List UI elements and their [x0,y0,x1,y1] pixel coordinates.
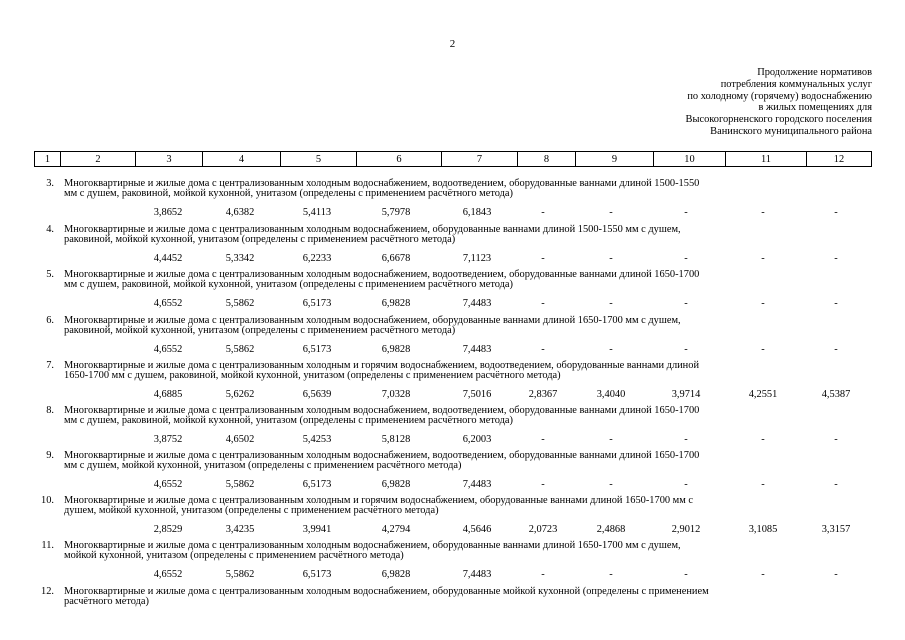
header-cell: 10 [654,152,726,167]
value-cell: 7,5016 [462,389,492,400]
value-cell: - [609,479,613,490]
value-cell: 5,3342 [225,253,255,264]
value-cell: 6,5173 [302,344,332,355]
row-text-line: Многоквартирные и жилые дома с централизованным холодным и горячим водоснабжением, оборудованные ваннами длиной 1650-1700 мм с [64,495,694,506]
value-cell: 2,8529 [153,524,183,535]
value-cell: 6,1843 [462,207,492,218]
value-cell: - [684,569,688,580]
value-cell: - [684,434,688,445]
row-number: 7. [46,360,54,371]
row-text-line: мм с душем, мойкой кухонной, унитазом (определены с применением расчётного метода) [64,460,462,472]
row-text-line: Многоквартирные и жилые дома с централизованным холодным и горячим водоснабжением, водоотведением, оборудованные ваннами длиной [64,360,700,371]
row-number: 5. [46,269,54,280]
value-cell: - [684,298,688,309]
row-values [34,253,871,265]
row-text [64,316,871,337]
value-cell: - [684,344,688,355]
value-cell: 2,9012 [671,524,701,535]
row-text-line: мм с душем, раковиной, мойкой кухонной, унитазом (определены с применением расчётного метода) [64,415,514,427]
value-cell: - [761,253,765,264]
header-cell: 4 [203,152,281,167]
row-text [64,361,871,382]
value-cell: 4,6502 [225,434,255,445]
value-cell: - [541,298,545,309]
row-text-line: раковиной, мойкой кухонной, унитазом (определены с применением расчётного метода) [64,325,456,337]
row-number: 6. [46,315,54,326]
row-number: 4. [46,224,54,235]
row-text [64,451,871,472]
value-cell: 6,5173 [302,479,332,490]
value-cell: - [541,479,545,490]
value-cell: - [761,207,765,218]
row-values [34,344,871,356]
value-cell: - [609,569,613,580]
header-cell: 5 [281,152,357,167]
value-cell: 6,5173 [302,298,332,309]
value-cell: 5,5862 [225,569,255,580]
row-values [34,434,871,446]
value-cell: - [541,344,545,355]
value-cell: 5,5862 [225,479,255,490]
value-cell: 7,4483 [462,479,492,490]
row-text [64,406,871,427]
header-cell: 9 [576,152,654,167]
row-text [64,179,871,200]
header-cell: 1 [35,152,61,167]
value-cell: 6,5639 [302,389,332,400]
value-cell: 5,7978 [381,207,411,218]
value-cell: 4,5646 [462,524,492,535]
value-cell: 4,5387 [821,389,851,400]
header-cell: 8 [518,152,576,167]
row-values [34,569,871,581]
value-cell: - [834,434,838,445]
value-cell: 2,4868 [596,524,626,535]
value-cell: - [761,479,765,490]
value-cell: - [684,479,688,490]
value-cell: 4,6885 [153,389,183,400]
row-text-line: Многоквартирные и жилые дома с централизованным холодным водоснабжением, водоотведением, оборудованные ваннами длиной 1500-1550 [64,178,700,189]
value-cell: - [761,344,765,355]
value-cell: - [609,207,613,218]
row-text [64,225,871,246]
value-cell: 3,4040 [596,389,626,400]
value-cell: - [609,434,613,445]
caption-line: Продолжение нормативов [757,67,872,78]
value-cell: 6,9828 [381,569,411,580]
caption-line: по холодному (горячему) водоснабжению [687,90,872,102]
row-text-line: раковиной, мойкой кухонной, унитазом (определены с применением расчётного метода) [64,234,456,246]
value-cell: 4,6552 [153,569,183,580]
caption-line: Высокогорненского городского поселения [685,114,872,126]
row-values [34,389,871,401]
value-cell: 7,0328 [381,389,411,400]
row-text-line: 1650-1700 мм с душем, раковиной, мойкой кухонной, унитазом (определены с применением расчётного метода) [64,370,561,382]
value-cell: 7,4483 [462,298,492,309]
row-number: 11. [41,540,54,551]
row-text [64,270,871,291]
row-number: 3. [46,178,54,189]
value-cell: - [834,479,838,490]
value-cell: - [541,434,545,445]
row-text-line: душем, мойкой кухонной, унитазом (определены с применением расчётного метода) [64,505,439,517]
value-cell: 4,6382 [225,207,255,218]
value-cell: - [761,298,765,309]
value-cell: 2,8367 [528,389,558,400]
value-cell: 3,9941 [302,524,332,535]
value-cell: 4,4452 [153,253,183,264]
value-cell: 6,9828 [381,344,411,355]
row-text-line: Многоквартирные и жилые дома с централизованным холодным водоснабжением, оборудованные мойкой кухонной (определены с применением [64,586,709,597]
value-cell: - [541,569,545,580]
header-cell: 11 [726,152,807,167]
row-text-line: расчётного метода) [64,596,149,608]
value-cell: 6,5173 [302,569,332,580]
value-cell: 6,6678 [381,253,411,264]
row-text-line: мм с душем, раковиной, мойкой кухонной, унитазом (определены с применением расчётного метода) [64,279,514,291]
value-cell: 7,1123 [462,253,492,264]
value-cell: - [541,253,545,264]
row-number: 9. [46,450,54,461]
row-number: 12. [41,586,54,597]
value-cell: 6,2233 [302,253,332,264]
row-text-line: Многоквартирные и жилые дома с централизованным холодным водоснабжением, водоотведением, оборудованные ваннами длиной 1650-1700 [64,269,700,280]
value-cell: 4,6552 [153,298,183,309]
value-cell: 3,8752 [153,434,183,445]
row-values [34,207,871,219]
value-cell: 5,4113 [302,207,332,218]
value-cell: 4,6552 [153,479,183,490]
value-cell: 5,8128 [381,434,411,445]
caption-line: потребления коммунальных услуг [720,78,872,90]
value-cell: - [834,207,838,218]
table-caption [686,67,872,138]
column-number-header [34,151,872,167]
row-text-line: мм с душем, раковиной, мойкой кухонной, унитазом (определены с применением расчётного метода) [64,188,514,200]
value-cell: - [541,207,545,218]
value-cell: 3,1085 [748,524,778,535]
value-cell: 5,5862 [225,344,255,355]
value-cell: 6,9828 [381,298,411,309]
row-text [64,496,871,517]
row-number: 8. [46,405,54,416]
row-text-line: Многоквартирные и жилые дома с централизованным холодным водоснабжением, оборудованные ваннами длиной 1650-1700 мм с душем, [64,315,681,326]
header-cell: 2 [61,152,136,167]
value-cell: 4,2794 [381,524,411,535]
value-cell: 3,8652 [153,207,183,218]
value-cell: - [684,253,688,264]
caption-line: Ванинского муниципального района [710,125,872,137]
header-cell: 12 [807,152,872,167]
value-cell: 7,4483 [462,344,492,355]
value-cell: - [834,344,838,355]
value-cell: - [761,569,765,580]
row-values [34,479,871,491]
value-cell: - [609,344,613,355]
row-text-line: Многоквартирные и жилые дома с централизованным холодным водоснабжением, оборудованные ваннами длиной 1500-1550 мм с душем, [64,224,681,235]
header-cell: 6 [357,152,442,167]
caption-line: в жилых помещениях для [758,102,872,114]
row-text [64,541,871,562]
header-cell: 3 [136,152,203,167]
value-cell: 5,4253 [302,434,332,445]
value-cell: 2,0723 [528,524,558,535]
row-text-line: Многоквартирные и жилые дома с централизованным холодным водоснабжением, оборудованные ваннами длиной 1650-1700 мм с душем, [64,540,681,551]
value-cell: 7,4483 [462,569,492,580]
row-values [34,298,871,310]
value-cell: 5,5862 [225,298,255,309]
value-cell: 6,9828 [381,479,411,490]
value-cell: 3,9714 [671,389,701,400]
value-cell: - [761,434,765,445]
value-cell: - [834,569,838,580]
value-cell: - [834,253,838,264]
value-cell: - [609,253,613,264]
value-cell: 3,4235 [225,524,255,535]
row-text [64,587,871,608]
value-cell: - [684,207,688,218]
header-cell: 7 [442,152,518,167]
value-cell: 4,6552 [153,344,183,355]
value-cell: 5,6262 [225,389,255,400]
page-number: 2 [449,38,456,50]
value-cell: 3,3157 [821,524,851,535]
row-text-line: Многоквартирные и жилые дома с централизованным холодным водоснабжением, водоотведением, оборудованные ваннами длиной 1650-1700 [64,405,700,416]
row-text-line: Многоквартирные и жилые дома с централизованным холодным водоснабжением, водоотведением, оборудованные ваннами длиной 1650-1700 [64,450,700,461]
row-text-line: мойкой кухонной, унитазом (определены с применением расчётного метода) [64,550,404,562]
row-values [34,524,871,536]
value-cell: 6,2003 [462,434,492,445]
value-cell: 4,2551 [748,389,778,400]
value-cell: - [834,298,838,309]
value-cell: - [609,298,613,309]
row-number: 10. [41,495,54,506]
